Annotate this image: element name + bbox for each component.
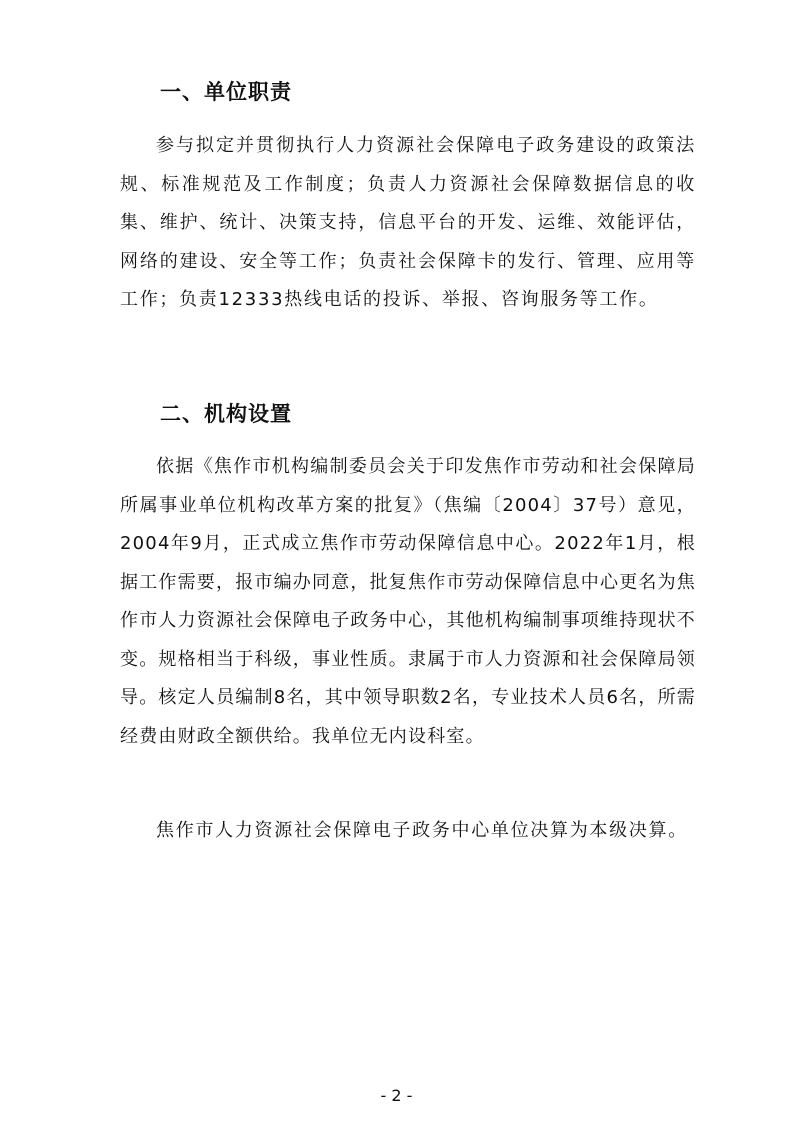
page-number: - 2 - <box>380 1086 413 1105</box>
organization-paragraph: 依据《焦作市机构编制委员会关于印发焦作市劳动和社会保障局所属事业单位机构改革方案的批复》（焦编〔2004〕37号）意见，2004年9月，正式成立焦作市劳动保障信息中心。2022年1月，根据工作需要，报市编办同意，批复焦作市劳动保障信息中心更名为焦作市人力资源社会保障电子政务中心，其他机构编制事项维持现状不变。规格相当于科级，事业性质。隶属于市人力资源和社会保障局领导。核定人员编制8名，其中领导职数2名，专业技术人员6名，所需经费由财政全额供给。我单位无内设科室。 <box>120 456 696 747</box>
section-heading-organization: 二、机构设置 <box>160 402 292 426</box>
final-accounts-paragraph: 焦作市人力资源社会保障电子政务中心单位决算为本级决算。 <box>156 820 688 841</box>
unit-duties-paragraph: 参与拟定并贯彻执行人力资源社会保障电子政务建设的政策法规、标准规范及工作制度；负责人力资源社会保障数据信息的收集、维护、统计、决策支持，信息平台的开发、运维、效能评估，网络的建设、安全等工作；负责社会保障卡的发行、管理、应用等工作；负责12333热线电话的投诉、举报、咨询服务等工作。 <box>120 135 696 310</box>
section-heading-unit-duties: 一、单位职责 <box>160 80 292 104</box>
